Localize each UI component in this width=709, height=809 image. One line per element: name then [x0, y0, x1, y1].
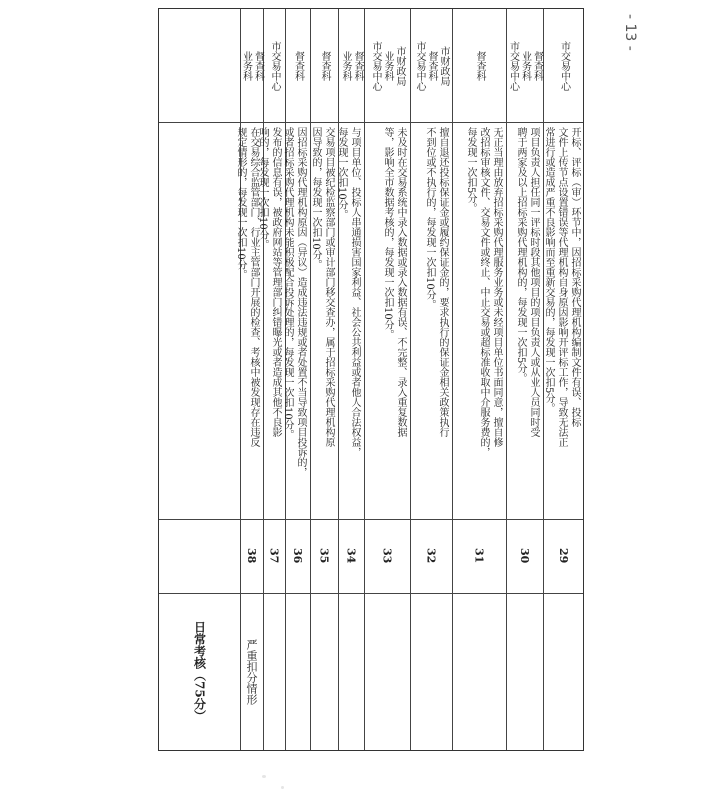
row-content	[338, 122, 364, 519]
row-unit-line: 市交易中心	[370, 40, 381, 91]
row-unit	[410, 9, 452, 122]
row-unit-line: 市财政局	[438, 45, 449, 86]
row-number	[452, 519, 506, 593]
row-unit	[364, 9, 410, 122]
row-content-line: 交易项目被纪检监察部门或审计部门移交查办，属于招标采购代理机构原	[323, 127, 334, 447]
row-unit-line: 督查科	[531, 50, 543, 81]
row-unit-line: 市交易中心	[414, 40, 425, 91]
row-number	[543, 519, 584, 593]
category-points: （75分）	[192, 669, 207, 722]
row-content-line: 未及时在交易系统中录入数据或录入数据有误、不完整、录入重复数据	[395, 127, 406, 437]
row-unit-line: 市交易中心	[507, 40, 519, 91]
category-cell	[159, 593, 240, 750]
row-unit	[452, 9, 506, 122]
row-unit	[338, 9, 364, 122]
row-content-line: 因导致的，每发现一次扣10分。	[310, 127, 321, 270]
subcategory-label: 严重扣分情形	[245, 638, 258, 705]
row-number-text: 36	[291, 548, 304, 564]
row-unit-line: 业务科	[240, 50, 252, 81]
unit-cell-29: 市交易中心	[558, 40, 570, 91]
row-number-text: 29	[557, 548, 570, 564]
row-number	[310, 519, 338, 593]
row-number	[410, 519, 452, 593]
row-content-line: 每发现一次扣10分。	[336, 127, 347, 220]
row-content-line: 因招标采购代理机构原因（异议）造成违法违规或者处置不当导致项目投诉的，	[295, 127, 306, 477]
row-content-line: 每发现一次扣5分。	[465, 127, 476, 214]
row-unit-line: 业务科	[382, 50, 393, 81]
row-content-line: 在交易综合监管部门、行业主管部门开展的检查、考核中被发现存在违反	[248, 127, 259, 447]
row-number-text: 30	[518, 548, 531, 564]
row-content-line: 常进行或造成严重不良影响而至重新交易的，每发现一次扣5分。	[543, 127, 554, 414]
row-number-text: 33	[380, 548, 394, 564]
row-content	[410, 122, 452, 519]
row-content-line: 聘于两家及以上招标采购代理机构的，每发现一次扣5分。	[515, 127, 526, 384]
row-unit-line: 业务科	[519, 50, 531, 81]
row-unit-line: 市财政局	[394, 45, 405, 86]
row-number	[263, 519, 285, 593]
row-content-line: 开标、评标（审）环节中，因招标采购代理机构编制文件有误、投标	[569, 127, 580, 427]
row-content-line: 响的，每发现一次扣10分。	[257, 127, 268, 250]
subcategory-cell	[240, 593, 263, 750]
row-content-line: 改招标审核文件、交易文件或终止、中止交易或超标准收取中介服务费的，	[478, 127, 489, 457]
row-content	[282, 122, 310, 519]
row-unit-line: 督查科	[319, 50, 330, 81]
row-unit	[240, 9, 263, 122]
row-content-line: 不到位或不执行的，每发现一次扣10分。	[424, 127, 435, 310]
row-content	[257, 122, 285, 519]
page-number: - 13 -	[622, 13, 638, 51]
row-content	[310, 122, 338, 519]
row-content-line: 与项目单位、投标人串通损害国家利益、社会公共利益或者他人合法权益，	[349, 127, 360, 457]
row-unit-line: 督查科	[252, 50, 264, 81]
row-number	[364, 519, 410, 593]
row-content	[235, 122, 263, 519]
row-number-text: 38	[245, 548, 258, 564]
row-number-text: 35	[317, 548, 331, 564]
row-unit-line: 督查科	[426, 50, 437, 81]
row-unit	[263, 9, 285, 122]
row-content-line: 或者招标采购代理机构未能积极配合投诉处理的，每发现一次扣10分。	[282, 127, 293, 440]
row-unit-line: 督查科	[292, 50, 304, 81]
scan-speck	[262, 775, 266, 778]
row-unit-line: 市交易中心	[269, 40, 280, 91]
row-content-line: 擅自退还投标保证金或履约保证金的，要求执行的保证金相关政策执行	[437, 127, 448, 437]
row-unit-line: 督查科	[352, 50, 363, 81]
row-content	[543, 122, 584, 519]
row-number-text: 32	[424, 548, 438, 564]
row-number	[285, 519, 310, 593]
row-content-line: 项目负责人担任同一评标时段其他项目的项目负责人或从业人员同时受	[528, 127, 539, 437]
scoring-table	[158, 8, 584, 751]
row-number	[338, 519, 364, 593]
row-unit	[285, 9, 310, 122]
row-unit	[310, 9, 338, 122]
row-number	[506, 519, 543, 593]
row-unit-line: 督查科	[474, 50, 485, 81]
row-content-line: 规定情形的，每发现一次扣10分。	[235, 127, 246, 280]
row-number-text: 34	[344, 548, 358, 564]
row-content	[452, 122, 506, 519]
scan-speck	[281, 786, 284, 789]
category-label: 日常考核	[192, 621, 207, 670]
row-number-text: 31	[472, 548, 486, 564]
row-content-line: 发布的信息有误，被政府网站等管理部门纠错曝光或者造成其他不良影	[270, 127, 281, 437]
row-unit	[506, 9, 543, 122]
row-number	[240, 519, 263, 593]
row-content	[506, 122, 543, 519]
row-content	[364, 122, 410, 519]
row-content-line: 等，影响全市数据考核的，每发现一次扣10分。	[382, 127, 393, 340]
row-content-line: 文件上传节点设置错误等代理机构自身原因影响开评标工作，导致无法正	[556, 127, 567, 447]
row-number-text: 37	[267, 548, 281, 564]
row-content-line: 无正当理由放弃招标采购代理服务业务或未经项目单位书面同意，擅自修	[491, 127, 502, 447]
row-unit-line: 业务科	[340, 50, 351, 81]
